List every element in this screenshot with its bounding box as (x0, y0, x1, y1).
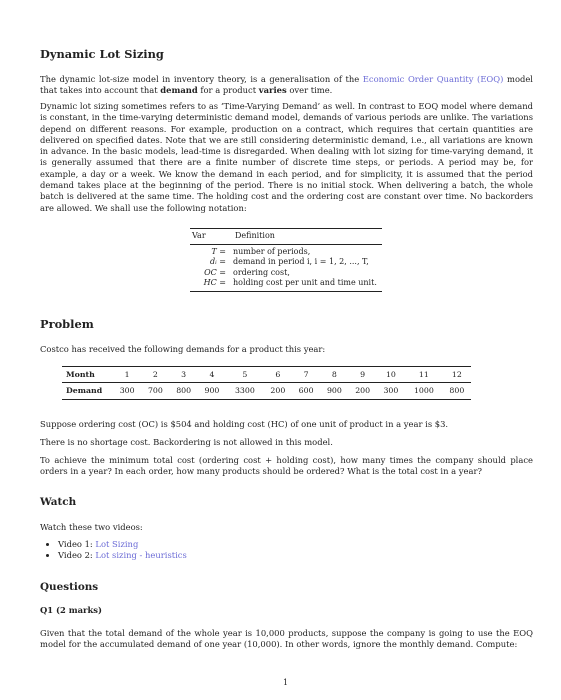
q1-label: Q1 (2 marks) (40, 605, 102, 615)
intro-bold-demand: demand (160, 85, 198, 96)
problem-shortage: There is no shortage cost. Backordering is not allowed in this model. (40, 437, 333, 447)
demand-cell: 900 (326, 386, 342, 396)
month-label: Month (66, 370, 95, 379)
demand-row (62, 383, 471, 399)
demand-cell: 3300 (234, 386, 255, 396)
month-cell: 12 (451, 370, 462, 379)
demand-cell: 800 (449, 386, 465, 396)
lot-sizing-paragraph: Dynamic lot sizing sometimes refers to as ‘Time-Varying Demand’ as well. In contrast to EOQ model where demand is constant, in the time-varying deterministic demand model, demands of various periods are unlike. The variations depend on different reasons. For example, production on a contract, which requires that certain quantities are delivered on specified dates. Note that we are still considering deterministic demand, i.e., all variations are known in advance. In the basic models, lead-time is disregarded. When dealing with lot sizing for time-varying demand, it is generally assumed that there are a finite number of discrete time steps, or periods. A period may be, for example, a day or a week. We know the demand in each period, and for simplicity, it is assumed that the period demand takes place at the beginning of the period. There is no initial stock. When delivering a batch, the whole batch is delivered at the same time. The holding cost and the ordering cost are constant over time. No backorders are allowed. We shall use the following notation: (40, 101, 533, 213)
demand-cell: 700 (147, 386, 163, 396)
month-cell: 2 (152, 370, 158, 379)
intro-text-4: over time. (286, 85, 333, 96)
notation-def: demand in period i, i = 1, 2, ..., T, (233, 257, 369, 267)
video-link-lot-sizing[interactable]: Lot Sizing (95, 539, 139, 549)
video-list (42, 539, 187, 562)
notation-header-definition: Definition (235, 231, 275, 240)
intro-text-2: model that takes into account that (40, 74, 533, 96)
eoq-link[interactable]: Economic Order Quantity (EOQ) (362, 74, 504, 84)
video-prefix: Video 1: (58, 539, 96, 549)
intro-text-1: The dynamic lot-size model in inventory theory, is a generalisation of the (40, 74, 363, 84)
demand-cell: 600 (298, 386, 314, 396)
notation-var: OC = (204, 267, 226, 277)
month-cell: 9 (360, 370, 366, 379)
notation-header-row (190, 229, 382, 244)
video-list-item (58, 539, 187, 550)
notation-header-var: Var (192, 231, 206, 240)
notation-var: dᵢ = (210, 257, 226, 267)
intro-bold-varies: varies (258, 85, 287, 96)
month-cell: 8 (331, 370, 337, 379)
notation-row (190, 257, 382, 268)
demand-cell: 300 (383, 386, 399, 396)
notation-row (190, 278, 382, 291)
q1-text: Given that the total demand of the whole year is 10,000 products, suppose the company is going to use the EOQ model for the accumulated demand of one year (10,000). In other words, ignore the monthly demand. Compute: (40, 628, 533, 650)
month-cell: 1 (124, 370, 130, 379)
problem-lead: Costco has received the following demands for a product this year: (40, 344, 326, 354)
notation-table (190, 228, 382, 292)
month-cell: 6 (275, 370, 281, 379)
page-title: Dynamic Lot Sizing (40, 47, 164, 61)
month-cell: 11 (418, 370, 429, 379)
month-row (62, 367, 471, 383)
month-cell: 3 (181, 370, 187, 379)
notation-row (190, 245, 382, 258)
intro-text-3: for a product (197, 85, 259, 96)
month-cell: 10 (385, 370, 396, 379)
notation-row (190, 268, 382, 279)
questions-heading: Questions (40, 581, 99, 593)
notation-var: T = (211, 246, 226, 256)
notation-def: number of periods, (233, 246, 311, 256)
notation-def: ordering cost, (233, 267, 290, 277)
problem-costs: Suppose ordering cost (OC) is $504 and holding cost (HC) of one unit of product in a year is $3. (40, 419, 449, 429)
demand-cell: 200 (355, 386, 371, 396)
notation-var: HC = (203, 278, 226, 288)
video-prefix: Video 2: (58, 550, 96, 561)
watch-heading: Watch (40, 496, 77, 508)
page-number: 1 (283, 678, 289, 687)
demand-cell: 200 (270, 386, 286, 396)
demand-cell: 900 (204, 386, 220, 396)
video-link-heuristics[interactable]: Lot sizing - heuristics (95, 550, 187, 561)
watch-lead: Watch these two videos: (40, 522, 143, 532)
demand-cell: 1000 (413, 386, 434, 396)
video-list-item (58, 550, 187, 561)
problem-question: To achieve the minimum total cost (ordering cost + holding cost), how many times the company should place orders in a year? In each order, how many products should be ordered? What is the total cost in a year? (40, 455, 533, 477)
month-cell: 5 (242, 370, 248, 379)
demand-cell: 300 (119, 386, 135, 396)
demand-cell: 800 (176, 386, 192, 396)
month-cell: 7 (303, 370, 309, 379)
problem-heading: Problem (40, 317, 94, 331)
month-cell: 4 (209, 370, 215, 379)
intro-paragraph (40, 74, 533, 97)
notation-def: holding cost per unit and time unit. (233, 278, 377, 288)
demand-label: Demand (66, 386, 103, 396)
demand-table (62, 366, 471, 400)
